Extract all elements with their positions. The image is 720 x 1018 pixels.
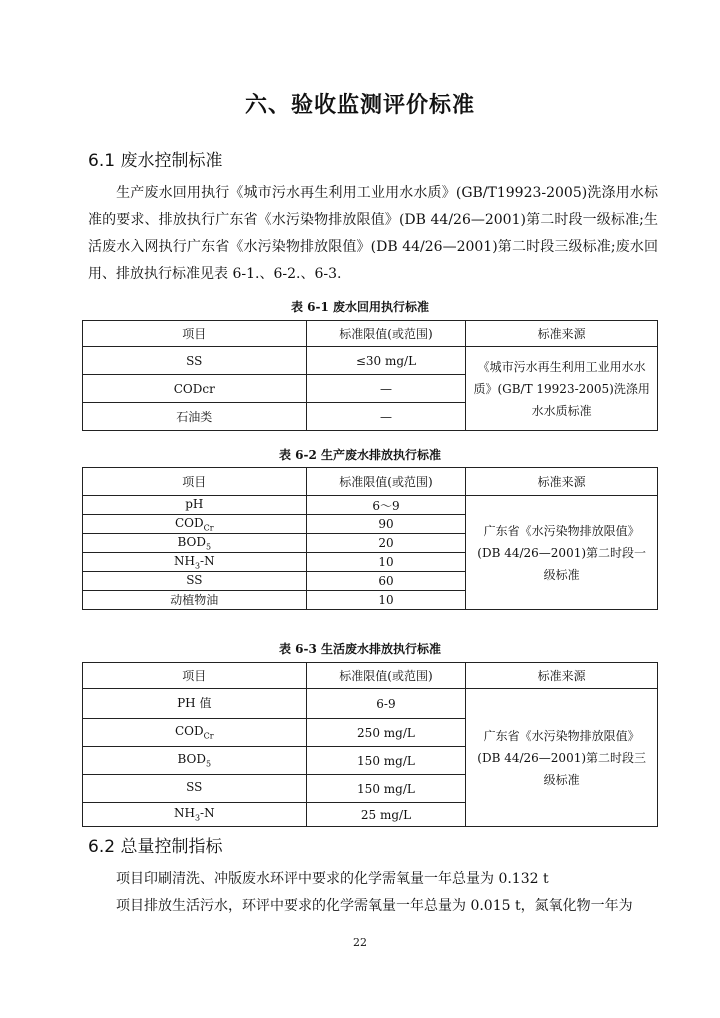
table-6-3 <box>82 662 658 827</box>
row-source: 广东省《水污染物排放限值》(DB 44/26—2001)第二时段三级标准 <box>466 689 658 827</box>
section-6-1-text: 生产废水回用执行《城市污水再生利用工业用水水质》(GB/T19923-2005)洗涤用水标准的要求、排放执行广东省《水污染物排放限值》(DB 44/26—2001)第二时段一级标准;生活废水入网执行广东省《水污染物排放限值》(DB 44/26—2001)第二时段三级标准;废水回用、排放执行标准见表 6-1.、6-2.、6-3. <box>88 185 658 282</box>
page-number: 22 <box>353 936 367 949</box>
table-6-2 <box>82 467 658 610</box>
header-limit: 标准限值(或范围) <box>306 468 466 496</box>
table-row <box>83 347 658 375</box>
row-limit: — <box>306 375 466 403</box>
table-header-row <box>83 321 658 347</box>
table-row <box>83 496 658 515</box>
row-source: 广东省《水污染物排放限值》(DB 44/26—2001)第二时段一级标准 <box>466 496 658 610</box>
row-limit: 6～9 <box>306 496 466 515</box>
row-limit: 6-9 <box>306 689 466 719</box>
section-6-1-paragraph <box>88 180 658 288</box>
section-6-2-line-2 <box>88 893 658 920</box>
row-limit: 25 mg/L <box>306 803 466 827</box>
row-item: CODcr <box>83 375 307 403</box>
table-6-1 <box>82 320 658 431</box>
row-item: $NH_3-N$ <box>83 553 307 572</box>
row-limit: — <box>306 403 466 431</box>
header-source: 标准来源 <box>466 321 658 347</box>
row-limit: 150 mg/L <box>306 747 466 775</box>
header-limit: 标准限值(或范围) <box>306 663 466 689</box>
table-header-row <box>83 663 658 689</box>
chapter-title: 六、验收监测评价标准 <box>244 93 475 118</box>
header-item: 项目 <box>83 321 307 347</box>
row-item: 动植物油 <box>83 591 307 610</box>
header-item: 项目 <box>83 663 307 689</box>
row-item: SS <box>83 347 307 375</box>
row-item: SS <box>83 775 307 803</box>
table-6-2-caption: 表 6-2 生产废水排放执行标准 <box>278 448 442 462</box>
table-6-3-caption: 表 6-3 生活废水排放执行标准 <box>278 642 442 656</box>
section-6-2-text-1: 项目印刷清洗、冲版废水环评中要求的化学需氧量一年总量为 0.132 t <box>116 871 549 887</box>
row-item: $BOD_5$ <box>83 534 307 553</box>
row-limit: 10 <box>306 591 466 610</box>
section-title-6-2: 6.2 总量控制指标 <box>88 837 223 857</box>
header-source: 标准来源 <box>466 468 658 496</box>
row-item: PH 值 <box>83 689 307 719</box>
row-limit: 150 mg/L <box>306 775 466 803</box>
row-item: SS <box>83 572 307 591</box>
header-limit: 标准限值(或范围) <box>306 321 466 347</box>
header-item: 项目 <box>83 468 307 496</box>
row-limit: 250 mg/L <box>306 719 466 747</box>
header-source: 标准来源 <box>466 663 658 689</box>
row-limit: ≤30 mg/L <box>306 347 466 375</box>
row-item: $BOD_5$ <box>83 747 307 775</box>
section-6-2-line-1 <box>88 866 658 893</box>
row-item: pH <box>83 496 307 515</box>
row-item: $NH_3-N$ <box>83 803 307 827</box>
row-limit: 10 <box>306 553 466 572</box>
table-6-1-caption: 表 6-1 废水回用执行标准 <box>290 300 430 314</box>
table-header-row <box>83 468 658 496</box>
row-item: $COD_{Cr}$ <box>83 719 307 747</box>
row-limit: 90 <box>306 515 466 534</box>
section-title-6-1: 6.1 废水控制标准 <box>88 151 223 171</box>
section-6-2-text-2: 项目排放生活污水，环评中要求的化学需氧量一年总量为 0.015 t，氮氧化物一年为 <box>116 898 633 914</box>
row-item: $COD_{Cr}$ <box>83 515 307 534</box>
row-limit: 60 <box>306 572 466 591</box>
row-source: 《城市污水再生利用工业用水水质》(GB/T 19923-2005)洗涤用水水质标准 <box>466 347 658 431</box>
row-item: 石油类 <box>83 403 307 431</box>
row-limit: 20 <box>306 534 466 553</box>
table-row <box>83 689 658 719</box>
